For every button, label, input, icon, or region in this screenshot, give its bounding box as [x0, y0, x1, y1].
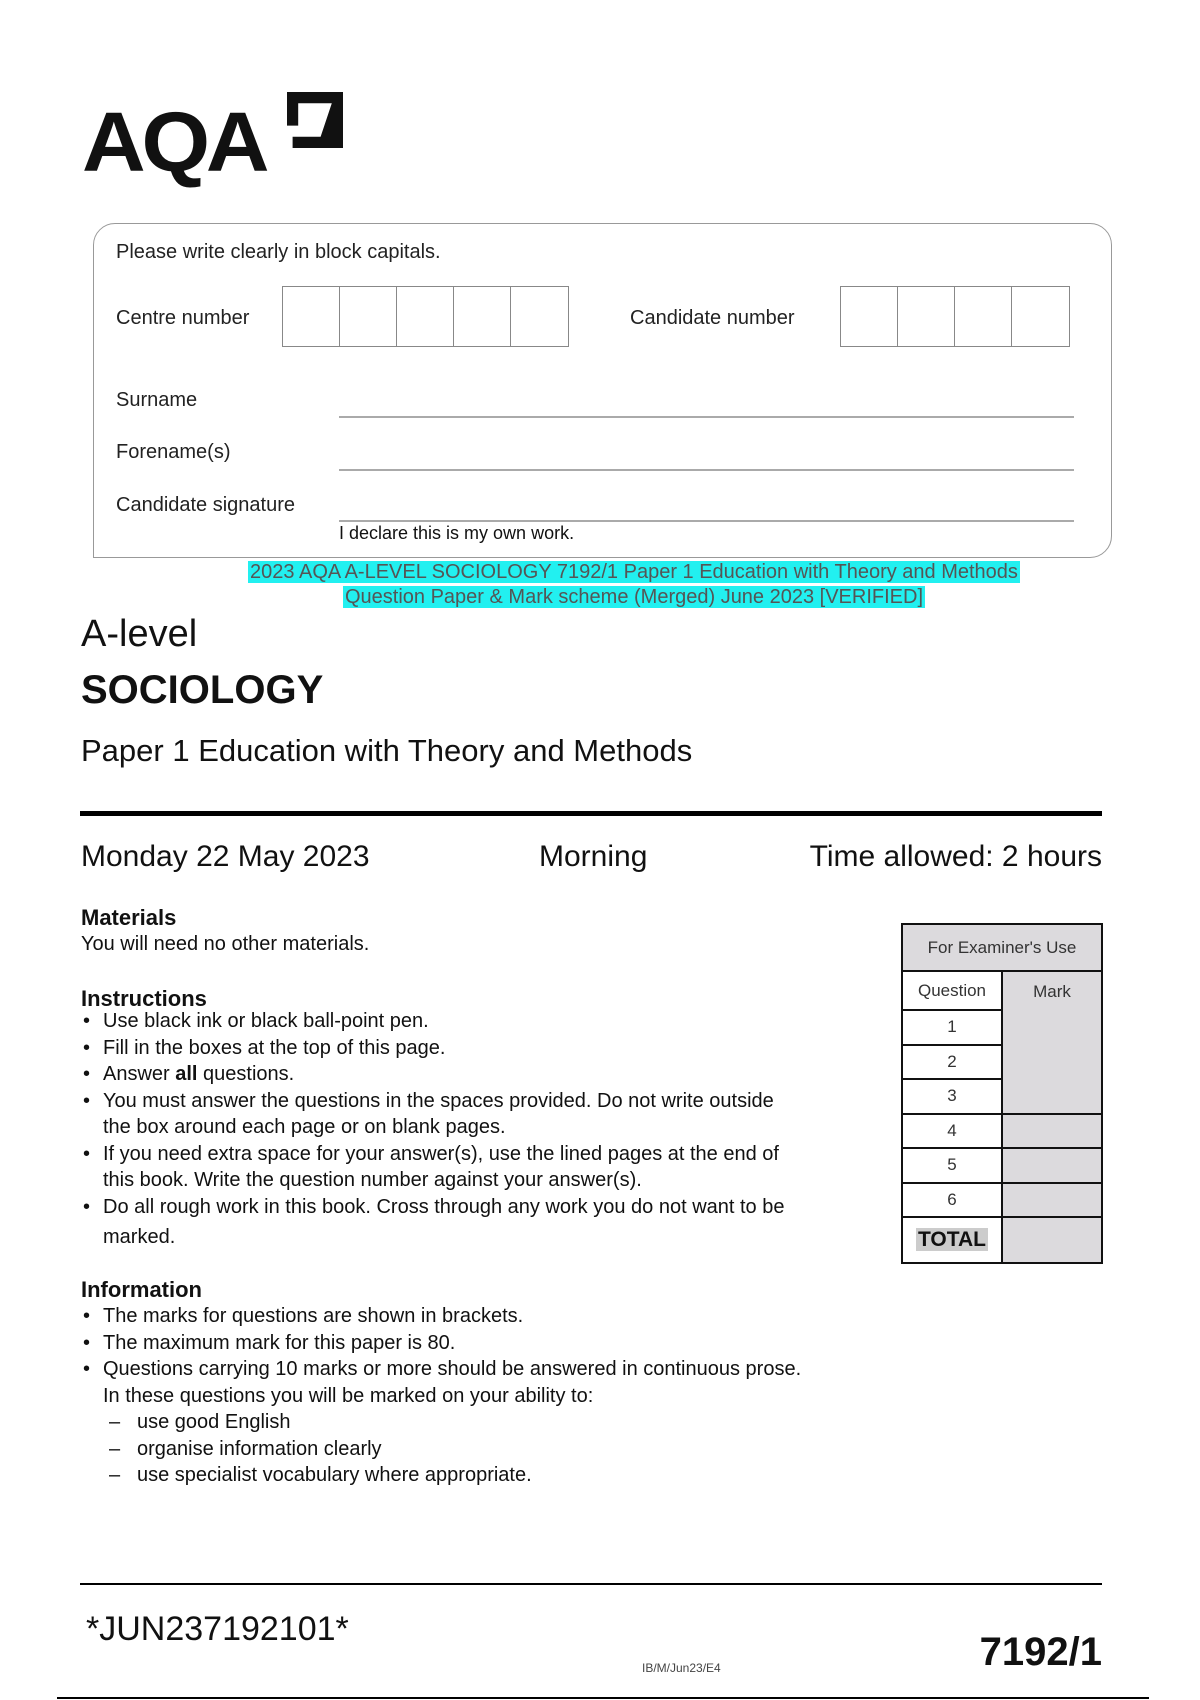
- question-5: 5: [902, 1148, 1002, 1183]
- centre-number-label: Centre number: [116, 307, 250, 329]
- instructions-heading: Instructions: [81, 986, 207, 1011]
- mark-cell[interactable]: [1002, 1148, 1102, 1183]
- mark-cell[interactable]: [1002, 1183, 1102, 1218]
- paper-code: 7192/1: [979, 1630, 1102, 1674]
- forename-field[interactable]: [339, 469, 1074, 471]
- divider: [80, 811, 1102, 816]
- page-bottom-line: [57, 1697, 1149, 1699]
- information-item: • Questions carrying 10 marks or more should be answered in continuous prose.: [81, 1356, 801, 1383]
- information-item: • The maximum mark for this paper is 80.: [81, 1330, 801, 1357]
- materials-heading: Materials: [81, 905, 177, 930]
- centre-number-input[interactable]: [282, 286, 569, 347]
- instruction-item: • Answer all questions.: [81, 1061, 784, 1088]
- information-subitem: – use specialist vocabulary where appropriate.: [81, 1462, 801, 1489]
- instruction-item: • You must answer the questions in the spaces provided. Do not write outside: [81, 1088, 784, 1115]
- footer-divider: [80, 1583, 1102, 1585]
- question-2: 2: [902, 1045, 1002, 1080]
- declaration-text: I declare this is my own work.: [339, 523, 575, 543]
- exam-date: Monday 22 May 2023: [81, 840, 370, 873]
- forename-label: Forename(s): [116, 441, 231, 463]
- aqa-logo: AQA: [82, 92, 352, 182]
- instructions-list: [81, 1008, 784, 1251]
- signature-field[interactable]: [339, 520, 1074, 522]
- instruction-item: • If you need extra space for your answer(s), use the lined pages at the end of: [81, 1141, 784, 1168]
- materials-text: You will need no other materials.: [81, 933, 370, 955]
- instruction-item-cont: this book. Write the question number against your answer(s).: [103, 1169, 642, 1191]
- candidate-number-input[interactable]: [840, 286, 1070, 347]
- examiner-table-title: For Examiner's Use: [902, 924, 1102, 971]
- instruction-item: • Use black ink or black ball-point pen.: [81, 1008, 784, 1035]
- time-allowed: Time allowed: 2 hours: [809, 840, 1102, 873]
- information-subitem: – use good English: [81, 1409, 801, 1436]
- instruction-item-cont: marked.: [103, 1226, 176, 1248]
- total-label: TOTAL: [917, 1228, 987, 1251]
- subject-title: SOCIOLOGY: [81, 668, 324, 712]
- barcode-text: *JUN237192101*: [86, 1610, 349, 1648]
- candidate-number-label: Candidate number: [630, 307, 795, 329]
- aqa-leaf-icon: [287, 92, 343, 148]
- paper-title: Paper 1 Education with Theory and Methods: [81, 733, 693, 768]
- exam-session: Morning: [539, 840, 648, 873]
- examiner-table: [901, 923, 1103, 1264]
- instruction-item-cont: the box around each page or on blank pages.: [103, 1116, 506, 1138]
- materials-section: [81, 905, 369, 957]
- question-3: 3: [902, 1079, 1002, 1114]
- surname-label: Surname: [116, 389, 198, 411]
- level-title: A-level: [81, 613, 198, 655]
- instruction-item: • Do all rough work in this book. Cross through any work you do not want to be: [81, 1194, 784, 1221]
- information-section: [81, 1277, 801, 1489]
- total-mark-cell[interactable]: [1002, 1217, 1102, 1263]
- information-subitem: – organise information clearly: [81, 1436, 801, 1463]
- reference-code: IB/M/Jun23/E4: [642, 1661, 721, 1675]
- question-4: 4: [902, 1114, 1002, 1149]
- signature-label: Candidate signature: [116, 494, 296, 516]
- question-header: Question: [902, 971, 1002, 1010]
- surname-field[interactable]: [339, 416, 1074, 418]
- highlight-line-2: Question Paper & Mark scheme (Merged) June 2023 [VERIFIED]: [344, 586, 924, 608]
- question-6: 6: [902, 1183, 1002, 1218]
- mark-cell[interactable]: [1002, 1114, 1102, 1149]
- information-heading: Information: [81, 1277, 202, 1302]
- highlight-line-1: 2023 AQA A-LEVEL SOCIOLOGY 7192/1 Paper 1 Education with Theory and Methods: [250, 561, 1018, 583]
- question-1: 1: [902, 1010, 1002, 1045]
- mark-header: Mark: [1002, 971, 1102, 1114]
- block-capitals-instruction: Please write clearly in block capitals.: [116, 241, 441, 263]
- instruction-item: • Fill in the boxes at the top of this page.: [81, 1035, 784, 1062]
- information-item-cont: In these questions you will be marked on your ability to:: [103, 1384, 594, 1407]
- information-item: • The marks for questions are shown in brackets.: [81, 1303, 801, 1330]
